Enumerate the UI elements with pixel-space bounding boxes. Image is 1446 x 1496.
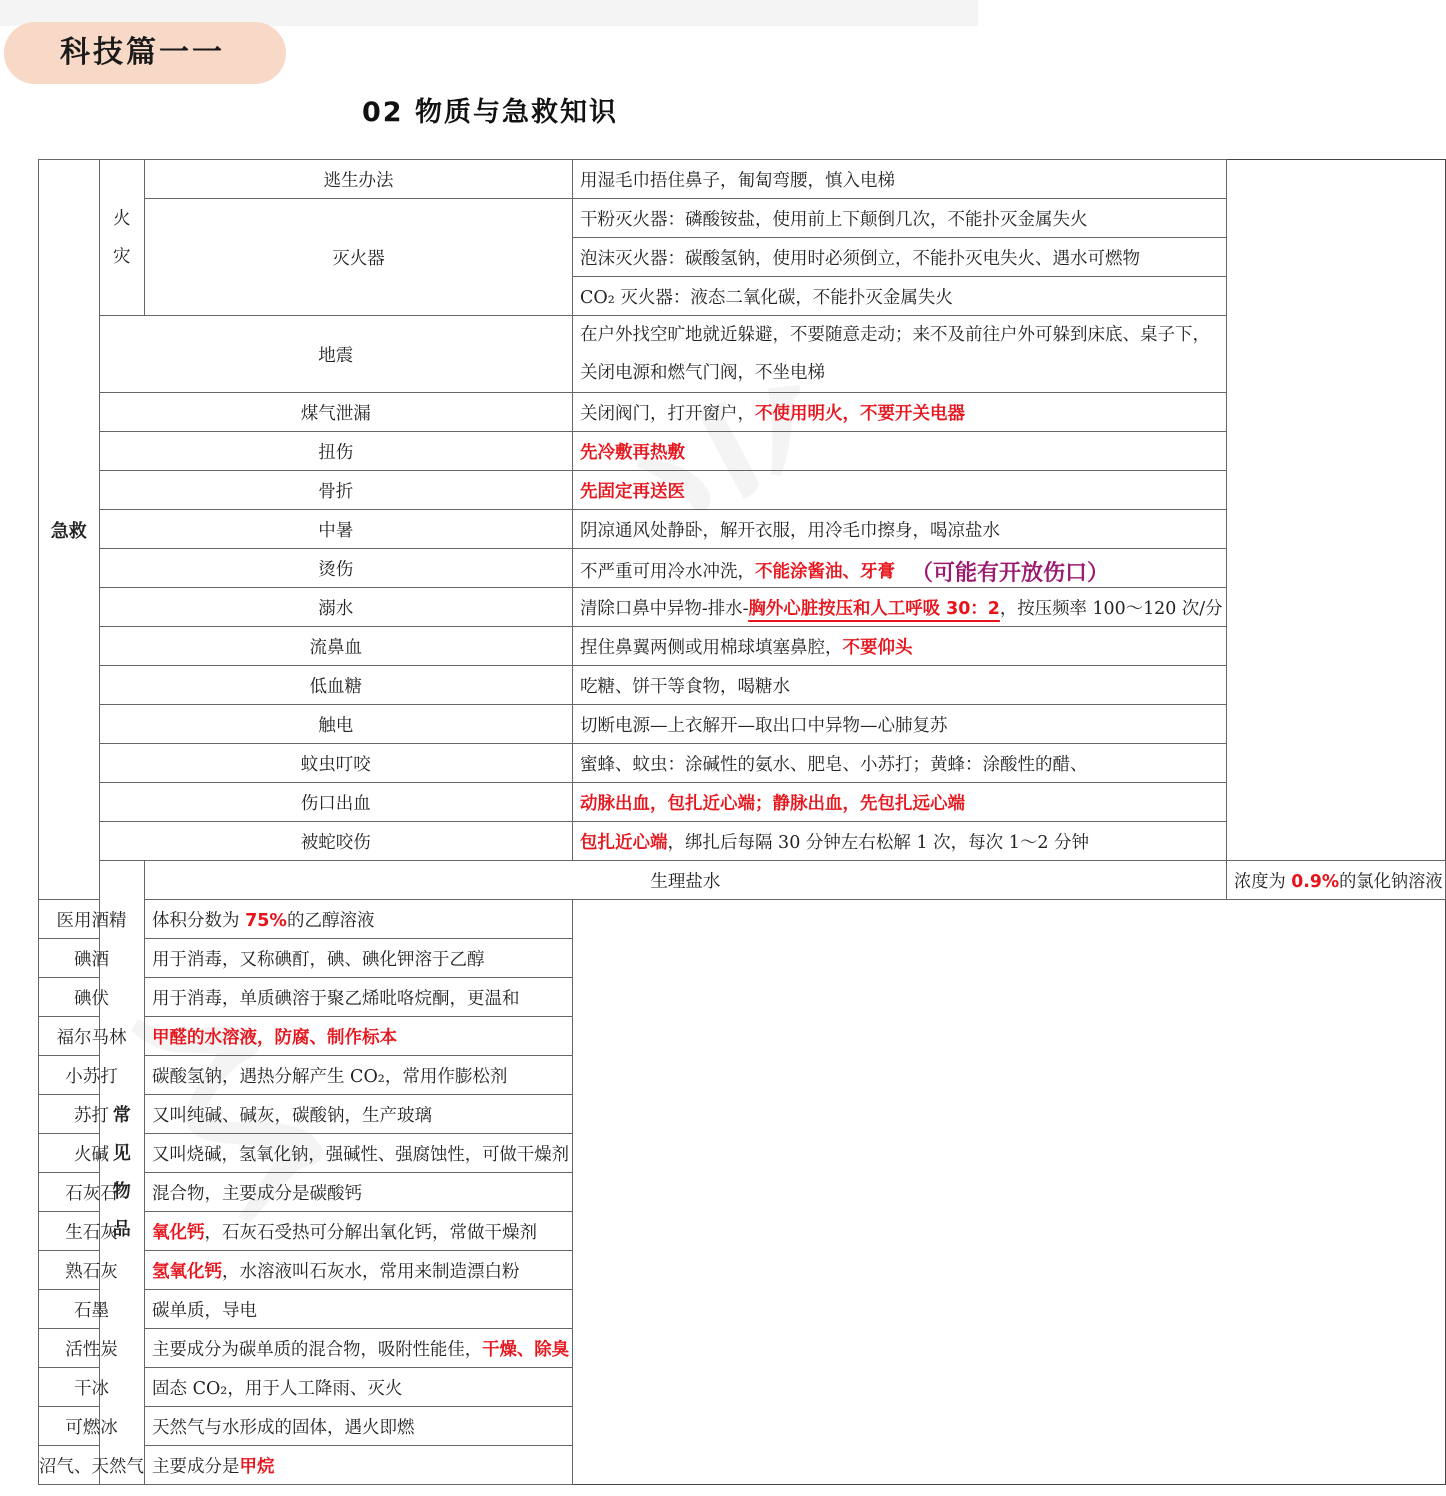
row-content: [145, 1329, 573, 1368]
row-text: [152, 1258, 520, 1283]
plain-text: 混合物，主要成分是碳酸钙: [152, 1183, 362, 1204]
row-content: [573, 627, 1227, 666]
table-row: [39, 510, 1446, 549]
plain-text: 碳酸氢钠，遇热分解产生 CO₂，常用作膨松剂: [152, 1066, 508, 1087]
row-content: [145, 1173, 573, 1212]
row-text: [152, 1063, 507, 1088]
plain-text: ，按压频率 100～120 次/分: [999, 598, 1223, 619]
highlight-text: 0.9%: [1291, 871, 1339, 892]
row-content: [573, 705, 1227, 744]
table-row: [39, 627, 1446, 666]
table-row: [39, 588, 1446, 627]
row-text: [580, 712, 948, 737]
plain-text: 浓度为: [1233, 871, 1292, 892]
row-label: 生石灰: [39, 1212, 145, 1251]
row-label: 蚊虫叮咬: [99, 744, 572, 783]
section-tag: 科技篇一一: [4, 22, 286, 84]
row-content: 在户外找空旷地就近躲避，不要随意走动；来不及前往户外可躲到床底、桌子下，关闭电源和燃气门阀，不坐电梯: [573, 316, 1227, 393]
row-text: [580, 634, 913, 659]
category-label: 常见物品: [99, 861, 144, 1485]
table-row: [39, 1368, 1446, 1407]
plain-text: 捏住鼻翼两侧或用棉球填塞鼻腔，: [580, 637, 843, 658]
highlight-text: 先冷敷再热敷: [580, 442, 685, 463]
highlight-text: 不要仰头: [842, 637, 913, 658]
row-label: 碘伏: [39, 978, 145, 1017]
table-row: [39, 1290, 1446, 1329]
highlight-text: 先固定再送医: [580, 481, 685, 502]
row-text: [580, 751, 1088, 776]
annotation-note: （可能有开放伤口）: [911, 560, 1110, 586]
row-content: [573, 510, 1227, 549]
plain-text: 又叫纯碱、碱灰，碳酸钠，生产玻璃: [152, 1105, 432, 1126]
plain-text: 用于消毒，单质碘溶于聚乙烯吡咯烷酮，更温和: [152, 988, 520, 1009]
row-text: [580, 673, 790, 698]
row-text: [152, 1024, 397, 1049]
row-label: 烫伤: [99, 549, 572, 588]
table-row: [39, 549, 1446, 588]
table-row: [39, 822, 1446, 861]
row-label: 火碱: [39, 1134, 145, 1173]
row-label: 医用酒精: [39, 900, 145, 939]
table-row: [39, 783, 1446, 822]
row-text: [580, 553, 1109, 584]
table-row: [39, 1134, 1446, 1173]
knowledge-table: [38, 159, 1446, 1485]
table-row: [39, 160, 1446, 199]
row-text: [152, 1414, 415, 1439]
row-text: [1234, 868, 1443, 893]
row-text: [152, 1297, 257, 1322]
table-row: [39, 432, 1446, 471]
row-label: 触电: [99, 705, 572, 744]
category-label: 急救: [39, 160, 100, 900]
row-label: 熟石灰: [39, 1251, 145, 1290]
row-label: 伤口出血: [99, 783, 572, 822]
row-content: [573, 471, 1227, 510]
row-text: [580, 595, 1223, 620]
table-row: [39, 1212, 1446, 1251]
row-content: [573, 393, 1227, 432]
row-label: 逃生办法: [145, 160, 573, 199]
row-content: [145, 1251, 573, 1290]
plain-text: 的乙醇溶液: [286, 910, 375, 931]
subcategory-label: [99, 160, 144, 316]
row-content: [573, 666, 1227, 705]
table-row: [39, 744, 1446, 783]
plain-text: 关闭阀门，打开窗户，: [580, 403, 755, 424]
row-content: [573, 744, 1227, 783]
row-content: [145, 1212, 573, 1251]
table-row: [39, 1017, 1446, 1056]
highlight-text: 甲烷: [239, 1456, 275, 1477]
row-label: 小苏打: [39, 1056, 145, 1095]
table-row: [39, 900, 1446, 939]
plain-text: 切断电源—上衣解开—取出口中异物—心肺复苏: [580, 715, 948, 736]
table-row: [39, 1056, 1446, 1095]
row-content: [145, 1368, 573, 1407]
table-row: [39, 393, 1446, 432]
plain-text: 主要成分是: [152, 1456, 240, 1477]
subcategory-fire-char-2: 灾: [113, 246, 131, 267]
row-text: [152, 1375, 402, 1400]
plain-text: 又叫烧碱，氢氧化钠，强碱性、强腐蚀性，可做干燥剂: [152, 1144, 570, 1165]
row-label: 沼气、天然气: [39, 1446, 145, 1485]
row-text: [152, 1141, 569, 1166]
row-content: 干粉灭火器：磷酸铵盐，使用前上下颠倒几次，不能扑灭金属失火: [573, 199, 1227, 238]
highlight-text: 甲醛的水溶液，防腐、制作标本: [152, 1027, 397, 1048]
highlight-text: 动脉出血，包扎近心端；静脉出血，先包扎远心端: [580, 793, 965, 814]
plain-text: 蜜蜂、蚊虫：涂碱性的氨水、肥皂、小苏打；黄蜂：涂酸性的醋、: [580, 754, 1088, 775]
table-row: [39, 316, 1446, 393]
plain-text: 的氯化钠溶液: [1338, 871, 1443, 892]
row-label: 干冰: [39, 1368, 145, 1407]
row-label: 石墨: [39, 1290, 145, 1329]
highlight-text: 氧化钙: [152, 1222, 205, 1243]
plain-text: 碳单质，导电: [152, 1300, 257, 1321]
row-label: 骨折: [99, 471, 572, 510]
table-row: [39, 1251, 1446, 1290]
row-content: [145, 1446, 573, 1485]
plain-text: 吃糖、饼干等食物，喝糖水: [580, 676, 790, 697]
table-row: [39, 1407, 1446, 1446]
row-content: [145, 1407, 573, 1446]
plain-text: 天然气与水形成的固体，遇火即燃: [152, 1417, 415, 1438]
row-label: 碘酒: [39, 939, 145, 978]
table-row: [39, 978, 1446, 1017]
row-text: [152, 1453, 275, 1478]
highlight-text: 干燥、除臭: [482, 1339, 570, 1360]
plain-text: 清除口鼻中异物-排水-: [580, 598, 749, 619]
row-label: 扭伤: [99, 432, 572, 471]
row-label: 灭火器: [145, 199, 573, 316]
row-text: [152, 907, 374, 932]
page-title: 02 物质与急救知识: [362, 97, 618, 128]
highlight-text: 不使用明火，不要开关电器: [755, 403, 965, 424]
table-row: [39, 1446, 1446, 1485]
row-text: [152, 985, 520, 1010]
row-label: 活性炭: [39, 1329, 145, 1368]
plain-text: 主要成分为碳单质的混合物，吸附性能佳，: [152, 1339, 483, 1360]
row-label: 地震: [99, 316, 572, 393]
table-row: [39, 705, 1446, 744]
row-text: [580, 790, 965, 815]
row-label: 被蛇咬伤: [99, 822, 572, 861]
row-text: [152, 946, 485, 971]
row-text: [152, 1102, 432, 1127]
highlight-text: 氢氧化钙: [152, 1261, 222, 1282]
row-label: 生理盐水: [145, 861, 1227, 900]
highlight-text: 包扎近心端: [580, 832, 668, 853]
row-label: 可燃冰: [39, 1407, 145, 1446]
row-content: CO₂ 灭火器：液态二氧化碳，不能扑灭金属失火: [573, 277, 1227, 316]
row-content: [573, 588, 1227, 627]
highlight-text: 胸外心脏按压和人工呼吸 30：2: [748, 599, 999, 622]
row-content: 用湿毛巾捂住鼻子，匍匐弯腰，慎入电梯: [573, 160, 1227, 199]
plain-text: 体积分数为: [152, 910, 246, 931]
row-label: 福尔马林: [39, 1017, 145, 1056]
row-content: [145, 1290, 573, 1329]
plain-text: 不严重可用冷水冲洗，: [580, 561, 755, 582]
row-label: 溺水: [99, 588, 572, 627]
row-text: [152, 1336, 569, 1361]
plain-text: 固态 CO₂，用于人工降雨、灭火: [152, 1378, 403, 1399]
row-content: [145, 900, 573, 939]
row-content: [145, 1056, 573, 1095]
row-text: [580, 829, 1089, 854]
row-label: 中暑: [99, 510, 572, 549]
row-content: [145, 1017, 573, 1056]
row-label: 石灰石: [39, 1173, 145, 1212]
row-label: 低血糖: [99, 666, 572, 705]
table-row: [39, 1173, 1446, 1212]
table-row: [39, 199, 1446, 238]
plain-text: ，石灰石受热可分解出氧化钙，常做干燥剂: [204, 1222, 537, 1243]
table-row: [39, 1329, 1446, 1368]
row-content: [573, 549, 1227, 588]
row-content: [145, 1134, 573, 1173]
row-text: [152, 1180, 362, 1205]
row-label: 煤气泄漏: [99, 393, 572, 432]
table-row: [39, 861, 1446, 900]
row-text: [580, 439, 685, 464]
row-text: [152, 1219, 537, 1244]
row-content: [145, 939, 573, 978]
row-content: 泡沫灭火器：碳酸氢钠，使用时必须倒立，不能扑灭电失火、遇水可燃物: [573, 238, 1227, 277]
plain-text: 用于消毒，又称碘酊，碘、碘化钾溶于乙醇: [152, 949, 485, 970]
plain-text: ，绑扎后每隔 30 分钟左右松解 1 次，每次 1～2 分钟: [667, 832, 1090, 853]
table-row: [39, 666, 1446, 705]
table-row: [39, 471, 1446, 510]
highlight-text: 不能涂酱油、牙膏: [755, 561, 895, 582]
row-label: 苏打: [39, 1095, 145, 1134]
plain-text: 阴凉通风处静卧，解开衣服，用冷毛巾擦身，喝凉盐水: [580, 520, 1000, 541]
row-content: [145, 1095, 573, 1134]
plain-text: ，水溶液叫石灰水，常用来制造漂白粉: [222, 1261, 520, 1282]
row-text: [580, 478, 685, 503]
row-label: 流鼻血: [99, 627, 572, 666]
table-row: [39, 1095, 1446, 1134]
row-text: [580, 517, 1000, 542]
table-row: [39, 939, 1446, 978]
row-content: [145, 978, 573, 1017]
row-content: [573, 783, 1227, 822]
row-content: [573, 822, 1227, 861]
row-content: [1226, 861, 1446, 900]
highlight-text: 75%: [245, 910, 287, 931]
row-content: [573, 432, 1227, 471]
subcategory-fire-char-1: 火: [113, 208, 131, 229]
row-text: [580, 400, 965, 425]
